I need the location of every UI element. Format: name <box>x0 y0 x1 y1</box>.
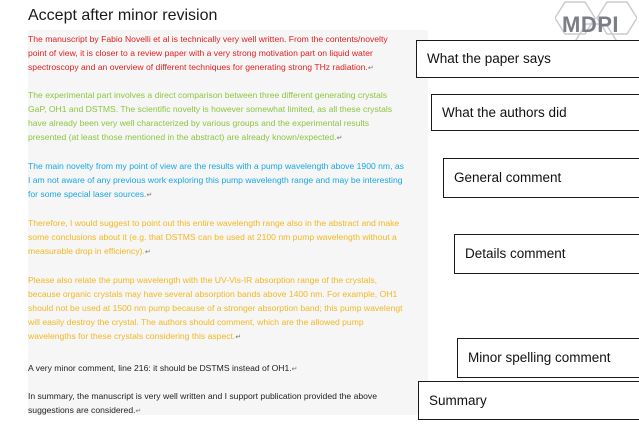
callout-general-comment: General comment <box>443 158 639 198</box>
paragraph-mark-icon: ↵ <box>367 65 374 72</box>
paragraph-mark-icon: ↵ <box>146 192 153 199</box>
paragraph-experimental <box>28 88 428 146</box>
paragraph-suggestion <box>28 216 428 260</box>
text-line: have already been very well characterized by various groups and the experimental results <box>28 118 370 128</box>
text-line: The experimental part involves a direct comparison between three different generating crystals <box>28 90 388 100</box>
text-line: point of view, it is closer to a review paper with a very strong motivation part on liquid water <box>28 48 373 58</box>
text-line: A very minor comment, line 216: it should be DSTMS instead of OH1.↵ <box>28 363 298 373</box>
page-title: Accept after minor revision <box>28 7 218 24</box>
text-line: Therefore, I would suggest to point out this entire wavelength range also in the abstract and make <box>28 218 400 228</box>
paragraph-mark-icon: ↵ <box>144 249 151 256</box>
text-line: I am not aware of any previous work exploring this pump wavelength range and may be interesting <box>28 175 403 185</box>
text-line: suggestions are considered.↵ <box>28 405 142 415</box>
callout-details-comment: Details comment <box>454 234 639 274</box>
callout-minor-spelling-comment: Minor spelling comment <box>457 338 639 378</box>
paragraph-mark-icon: ↵ <box>291 366 298 373</box>
text-line: GaP, OH1 and DSTMS. The scientific novelty is however somewhat limited, as all these crystals <box>28 104 393 114</box>
text-line: because organic crystals may have several absorption bands above 1400 nm. For example, OH1 <box>28 289 398 299</box>
paragraph-mark-icon: ↵ <box>336 135 343 142</box>
text-line: will easily destroy the crystal. The authors should comment, which are the allowed pump <box>28 317 364 327</box>
text-line: The main novelty from my point of view are the results with a pump wavelength above 1900 nm, as <box>28 161 404 171</box>
paragraph-absorption <box>28 273 428 345</box>
callout-summary: Summary <box>418 381 639 420</box>
paragraph-mark-icon: ↵ <box>235 334 242 341</box>
paragraph-mark-icon: ↵ <box>135 408 142 415</box>
text-line: for some special laser sources.↵ <box>28 189 153 199</box>
paragraph-minor-comment <box>28 361 428 377</box>
paragraph-paper-summary <box>28 32 428 76</box>
text-line: wavelengths for these crystals considering this aspect.↵ <box>28 331 242 341</box>
paragraph-summary <box>28 389 428 419</box>
text-line: Please also relate the pump wavelength with the UV-Vis-IR absorption range of the crystals, <box>28 275 378 285</box>
text-line: The manuscript by Fabio Novelli et al is technically very well written. From the contents/novelty <box>28 34 388 44</box>
text-line: In summary, the manuscript is very well written and I support publication provided the above <box>28 391 378 401</box>
text-line: presented (at least those mentioned in the abstract) are already known/expected.↵ <box>28 132 343 142</box>
text-line: spectroscopy and an overview of different techniques for generating strong THz radiation.↵ <box>28 62 374 72</box>
callout-what-the-authors-did: What the authors did <box>431 94 639 131</box>
text-line: measurable drop in efficiency).↵ <box>28 246 151 256</box>
paragraph-novelty <box>28 159 428 203</box>
logo-wordmark: MDPI <box>562 12 619 37</box>
text-line: should not be used at 1500 nm pump because of a stronger absorption band; this pump wavelengt <box>28 303 403 313</box>
text-line: some conclusions about it (e.g. that DSTMS can be used at 2100 nm pump wavelength without a <box>28 232 397 242</box>
callout-what-the-paper-says: What the paper says <box>416 40 639 78</box>
